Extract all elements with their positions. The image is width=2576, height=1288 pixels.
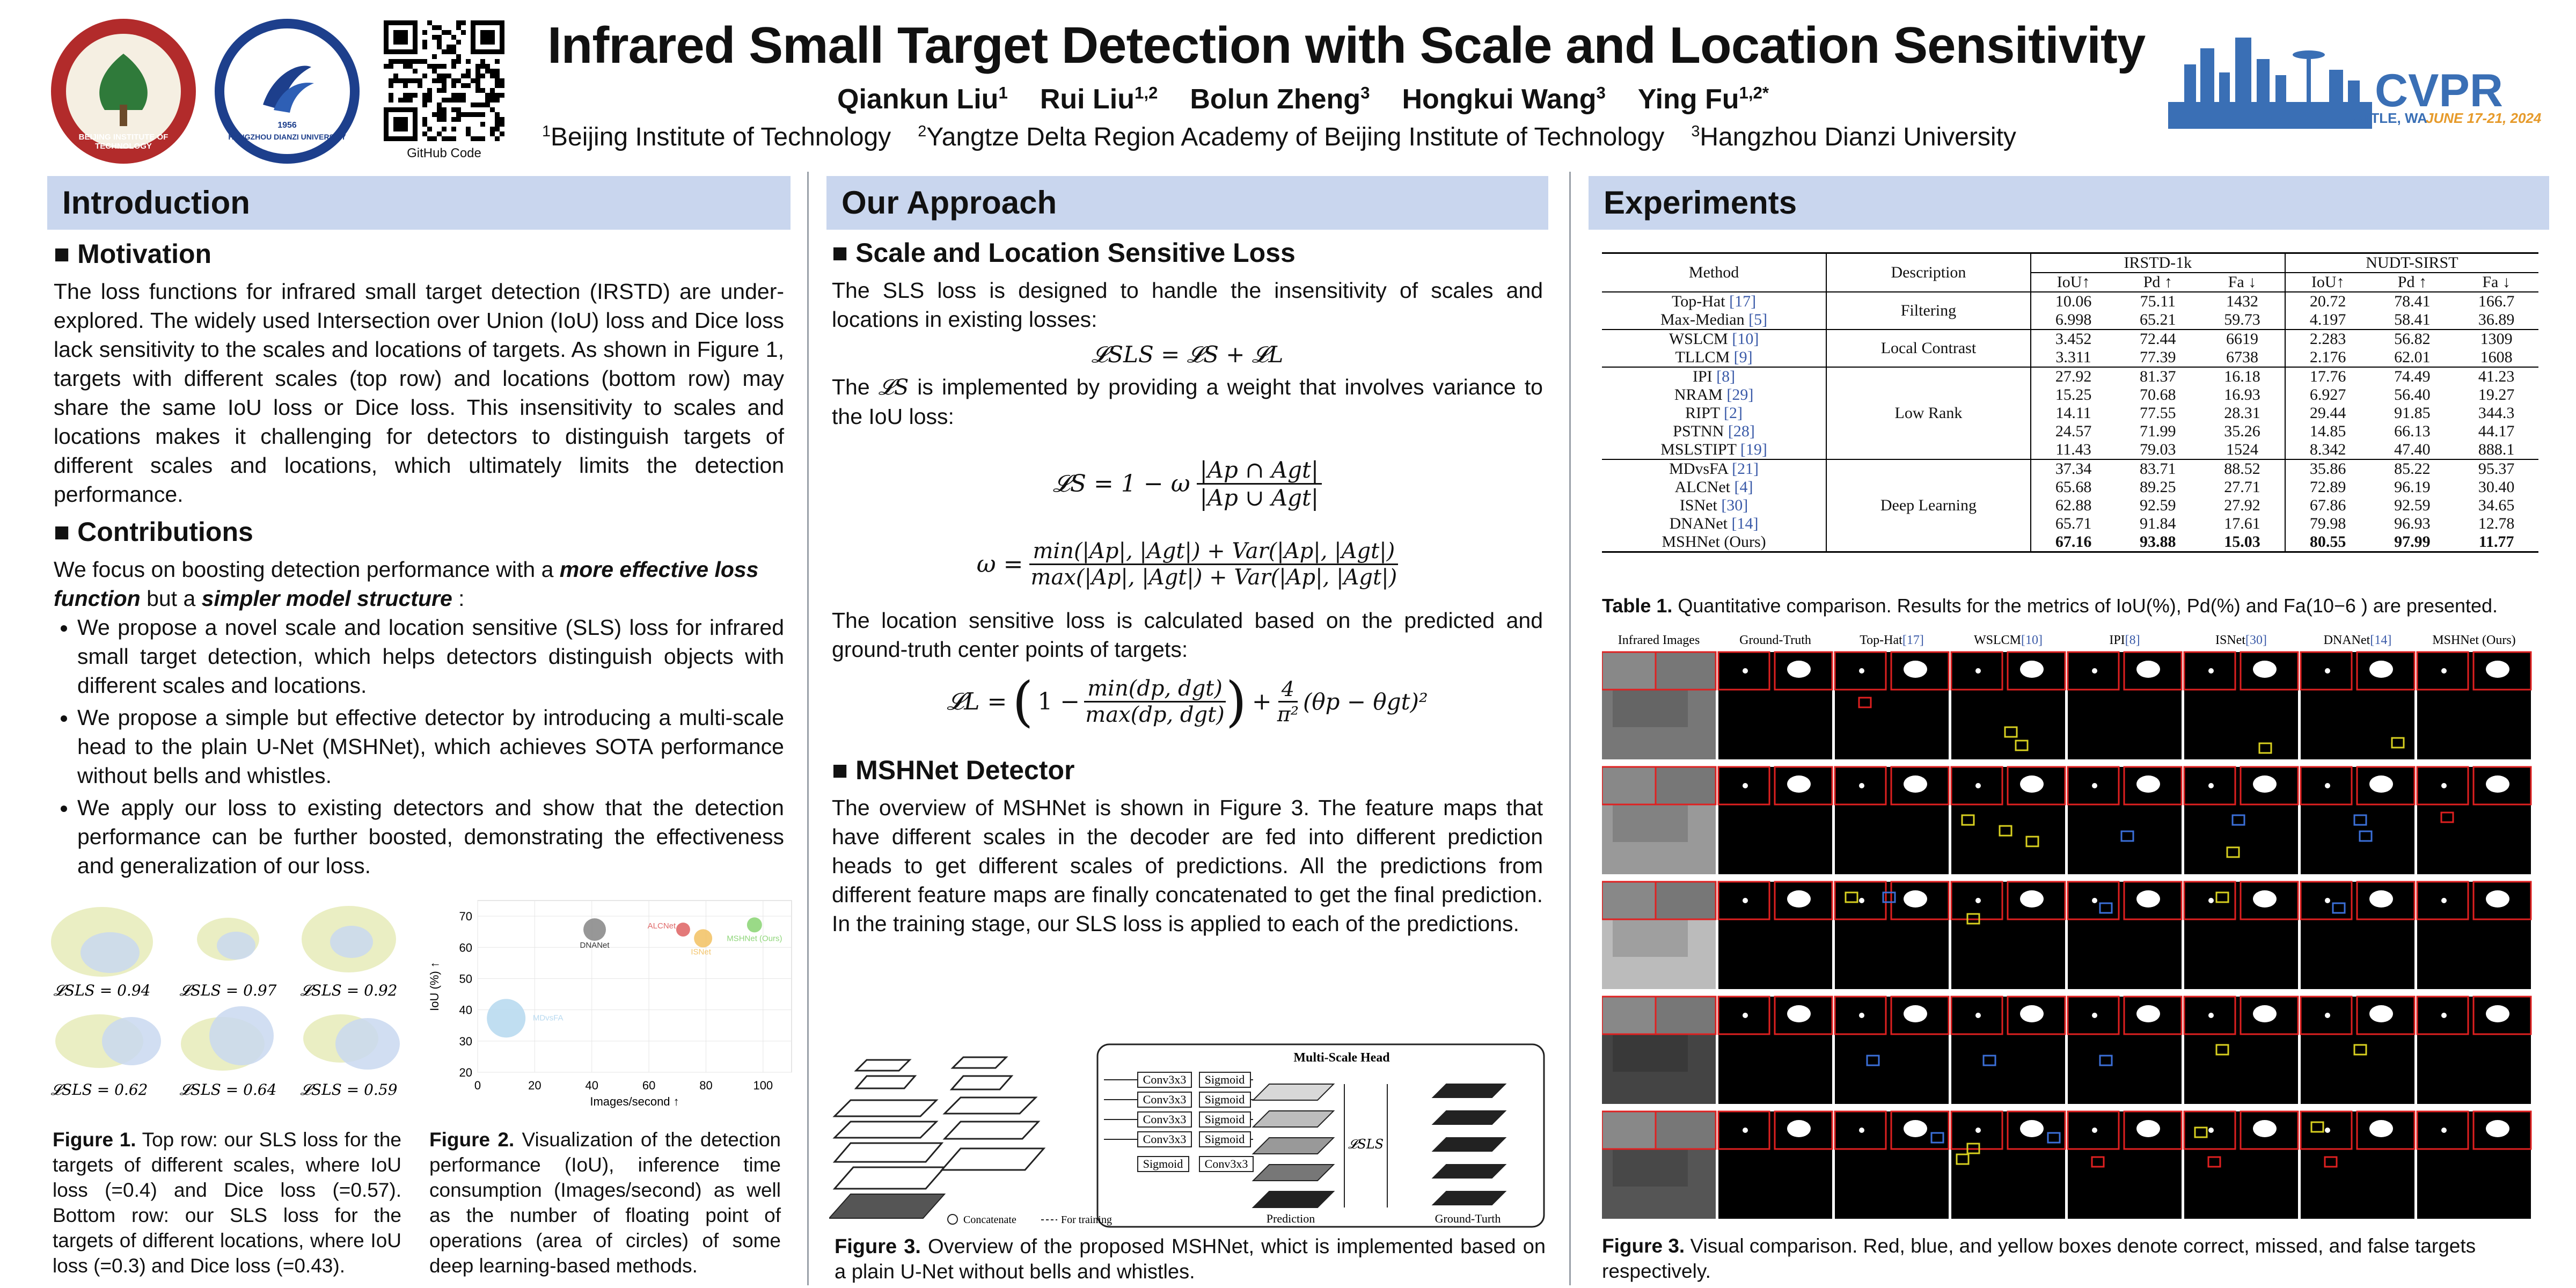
x-tick-label: 60 — [642, 1079, 656, 1092]
mshnet-text: The overview of MSHNet is shown in Figure 3. The feature maps that have different scales in the decoder are fed into different prediction heads to get different scales of predictions. All the predictions from different feature maps are finally concatenated to get the final prediction. In the training stage, our SLS loss is applied to each of the predictions. — [832, 795, 1543, 936]
y-tick-label: 30 — [459, 1034, 472, 1048]
method-cell: Max-Median [5] — [1602, 311, 1826, 330]
table-row — [1602, 330, 2538, 348]
equation-scale-loss: 𝓛S = 1 − ω |Ap ∩ Agt| |Ap ∪ Agt| — [832, 457, 1543, 511]
author-name: Ying $Fu^{1,2*}$ — [1637, 83, 1769, 115]
dataset-irstd-header: IRSTD-1k — [2031, 253, 2285, 273]
value-cell: 65.21 — [2140, 311, 2176, 328]
column-divider — [807, 172, 809, 1285]
value-cell: 72.89 — [2309, 478, 2346, 496]
author-list — [837, 83, 1801, 115]
method-cell: WSLCM [10] — [1602, 330, 1826, 348]
value-cell: 44.17 — [2478, 422, 2515, 440]
x-tick-label: 0 — [474, 1079, 481, 1092]
figure-visual-caption: Figure 3. Visual comparison. Red, blue, and yellow boxes denote correct, missed, and false targets respectively. — [1602, 1235, 2476, 1282]
value-cell: 56.82 — [2370, 330, 2455, 348]
equation-location-loss: 𝓛L = ( 1 − min(dp, dgt) max(dp, dgt) ) + $\frac{4}{\text{π²}}$ (θp − θgt)² — [947, 670, 1428, 733]
value-cell: 92.59 — [2140, 496, 2176, 514]
value-cell: 72.44 — [2116, 330, 2200, 348]
value-cell: 1432 — [2200, 292, 2285, 311]
concatenate-label: Concatenate — [963, 1214, 1016, 1226]
method-cell: Top-Hat [17] — [1602, 292, 1826, 311]
prediction-label: Prediction — [1266, 1212, 1315, 1225]
sls-loss-value: 𝓛SLS = 0.92 — [300, 982, 398, 999]
scatter-point — [694, 929, 712, 947]
figure-2-chart — [427, 895, 797, 1110]
contributions-list — [54, 613, 784, 880]
figure-2-caption: Figure 2. Visualization of the detection performance (IoU), inference time consumption (Images/second) as well as the number of floating point of operations (area of circles) of some deep learning-based methods. — [429, 1129, 781, 1277]
approach-column — [826, 176, 1548, 938]
method-cell: DNANet [14] — [1602, 515, 1826, 533]
conv-block-label: Conv3x3 — [1143, 1113, 1187, 1126]
ground-truth-label: Ground-Turth — [1435, 1212, 1501, 1225]
value-cell: 89.25 — [2140, 478, 2176, 496]
value-cell: 35.86 — [2285, 459, 2370, 478]
value-cell: 88.52 — [2200, 459, 2285, 478]
value-cell: 62.88 — [2055, 496, 2092, 514]
sls-loss-text: The SLS loss is designed to handle the insensitivity of scales and locations in existing losses: — [832, 278, 1543, 332]
metric-header: Fa ↓ — [2482, 273, 2511, 291]
method-cell: MSHNet (Ours) — [1602, 533, 1826, 552]
affiliation-list — [542, 122, 2043, 152]
value-cell: 19.27 — [2478, 386, 2515, 404]
sls-loss-value: 𝓛SLS = 0.64 — [179, 1081, 277, 1099]
contribution-item: • We apply our loss to existing detectors and show that the detection performance can be further boosted, demonstrating the effectiveness and generalization of our loss. — [77, 793, 784, 880]
scatter-point — [583, 918, 606, 941]
grid-column-label: IPI[8] — [2109, 633, 2140, 647]
description-cell: Low Rank — [1826, 367, 2031, 459]
method-cell: ISNet [30] — [1602, 496, 1826, 515]
value-cell: 20.72 — [2285, 292, 2370, 311]
value-cell: 17.61 — [2200, 515, 2285, 533]
value-cell: 66.13 — [2394, 422, 2431, 440]
value-cell: 10.06 — [2031, 292, 2116, 311]
value-cell: 6619 — [2200, 330, 2285, 348]
value-cell: 80.55 — [2309, 533, 2346, 551]
table-row — [1602, 367, 2538, 386]
results-table — [1602, 252, 2538, 553]
sls-loss-label: 𝓛SLS — [1348, 1137, 1384, 1152]
hdu-logo-year: 1956 — [277, 121, 297, 130]
value-cell: 65.68 — [2055, 478, 2092, 496]
figure-1 — [51, 902, 416, 1111]
motivation-text: The loss functions for infrared small target detection (IRSTD) are under-explored. The widely used Intersection over Union (IoU) loss and Dice loss lack sensitivity to the scales and locations of targets. As shown in Figure 1, targets with different scales (top row) and locations (bottom row) may share the same IoU loss or Dice loss. This insensitivity to scales and locations makes it challenging for detectors to distinguish targets of different scales and locations, which ultimately limits the detection performance. — [54, 279, 784, 507]
table-row — [1602, 292, 2538, 311]
metric-header: Pd ↑ — [2143, 273, 2172, 291]
table-row — [1602, 533, 2538, 552]
metric-header: Fa ↓ — [2200, 273, 2285, 292]
method-cell: MDvsFA [21] — [1602, 459, 1826, 478]
multi-scale-head-title: Multi-Scale Head — [1293, 1051, 1390, 1065]
value-cell: 6.998 — [2055, 311, 2092, 328]
value-cell: 11.43 — [2055, 441, 2091, 458]
x-tick-label: 100 — [753, 1079, 773, 1092]
contribution-item: • We propose a novel scale and location sensitive (SLS) loss for infrared small target detection, which helps detectors distinguish objects with different scales and locations. — [77, 613, 784, 700]
method-cell: ALCNet [4] — [1602, 478, 1826, 496]
conv-block-label: Conv3x3 — [1204, 1157, 1248, 1170]
method-cell: PSTNN [28] — [1602, 422, 1826, 441]
value-cell: 27.71 — [2200, 478, 2285, 496]
value-cell: 24.57 — [2055, 422, 2092, 440]
y-tick-label: 40 — [459, 1003, 472, 1017]
sigmoid-block-label: Sigmoid — [1143, 1157, 1183, 1170]
value-cell: 75.11 — [2116, 292, 2200, 311]
sigmoid-block-label: Sigmoid — [1204, 1132, 1245, 1146]
cvpr-date: JUNE 17-21, 2024 — [2426, 110, 2542, 126]
qr-caption: GitHub Code — [407, 146, 481, 160]
introduction-column — [47, 176, 791, 883]
author-name: Rui Liu$^{1,2}$ — [1040, 83, 1158, 115]
location-loss-text: The location sensitive loss is calculated based on the predicted and ground-truth center points of targets: — [832, 608, 1543, 662]
value-cell: 83.71 — [2116, 459, 2200, 478]
table-row — [1602, 422, 2538, 441]
value-cell: 77.55 — [2140, 404, 2176, 422]
sls-loss-value: 𝓛SLS = 0.97 — [179, 982, 277, 999]
value-cell: 79.98 — [2309, 515, 2346, 532]
training-label: For training — [1061, 1214, 1112, 1226]
point-label: ALCNet — [647, 921, 676, 931]
value-cell: 35.26 — [2200, 422, 2285, 441]
value-cell: 4.197 — [2309, 311, 2346, 328]
col-description-header: Description — [1826, 253, 2031, 292]
value-cell: 29.44 — [2309, 404, 2346, 422]
hdu-logo — [215, 19, 360, 164]
author-name: Bolun Zheng$^3$ — [1190, 83, 1370, 115]
table-row — [1602, 478, 2538, 496]
contribution-item: • We propose a simple but effective detector by introducing a multi-scale head to the plain U-Net (MSHNet), which achieves SOTA performance without bells and whistles. — [77, 703, 784, 790]
value-cell: 62.01 — [2394, 348, 2431, 366]
value-cell: 16.93 — [2200, 386, 2285, 404]
conv-block-label: Conv3x3 — [1143, 1093, 1187, 1106]
table-row — [1602, 515, 2538, 533]
value-cell: 81.37 — [2116, 367, 2200, 386]
value-cell: 30.40 — [2478, 478, 2515, 496]
sls-loss-value: 𝓛SLS = 0.62 — [51, 1081, 148, 1099]
value-cell: 27.92 — [2200, 496, 2285, 515]
scatter-point — [487, 999, 525, 1037]
description-cell: Local Contrast — [1826, 330, 2031, 367]
affiliation: $^1$Beijing Institute of Technology — [542, 123, 891, 151]
author-name: Hongkui Wang$^3$ — [1402, 83, 1606, 115]
value-cell: 14.85 — [2309, 422, 2346, 440]
value-cell: 71.99 — [2140, 422, 2176, 440]
poster-header — [0, 0, 2576, 166]
value-cell: 78.41 — [2370, 292, 2455, 311]
bit-logo — [51, 19, 196, 164]
value-cell: 27.92 — [2031, 367, 2116, 386]
method-cell: IPI [8] — [1602, 367, 1826, 386]
table-row — [1602, 459, 2538, 478]
value-cell: 41.23 — [2454, 367, 2538, 386]
value-cell: 6.927 — [2309, 386, 2346, 404]
table-row — [1602, 311, 2538, 330]
value-cell: 97.99 — [2394, 533, 2431, 551]
col-method-header: Method — [1602, 253, 1826, 292]
author-name: Qiankun Liu$^1$ — [837, 83, 1008, 115]
equation-sls: 𝓛SLS = 𝓛S + 𝓛L — [1091, 341, 1284, 368]
value-cell: 93.88 — [2140, 533, 2176, 551]
poster-title: Infrared Small Target Detection with Scale and Location Sensitivity — [547, 17, 2146, 74]
x-tick-label: 20 — [528, 1079, 541, 1092]
y-tick-label: 60 — [459, 941, 472, 955]
value-cell: 96.19 — [2394, 478, 2431, 496]
conv-block-label: Conv3x3 — [1143, 1073, 1187, 1086]
grid-column-label: Top-Hat[17] — [1860, 633, 1924, 647]
value-cell: 1524 — [2200, 441, 2285, 459]
qr-code[interactable] — [384, 20, 504, 141]
value-cell: 34.65 — [2478, 496, 2515, 514]
value-cell: 92.59 — [2394, 496, 2431, 514]
method-cell: TLLCM [9] — [1602, 348, 1826, 367]
x-tick-label: 40 — [585, 1079, 598, 1092]
value-cell: 16.18 — [2200, 367, 2285, 386]
experiments-column — [1589, 176, 2549, 230]
metric-header: Pd ↑ — [2397, 273, 2427, 291]
point-label: MSHNet (Ours) — [727, 934, 782, 943]
visual-comparison-grid — [1602, 633, 2536, 1229]
affiliation: $^3$Hangzhou Dianzi University — [1691, 123, 2016, 151]
cvpr-place: SEATTLE, WA — [2334, 110, 2427, 126]
sls-loss-heading: ■ Scale and Location Sensitive Loss — [832, 238, 1296, 268]
motivation-heading: ■ Motivation — [54, 239, 212, 269]
mshnet-heading: ■ MSHNet Detector — [832, 755, 1075, 785]
x-tick-label: 80 — [699, 1079, 713, 1092]
value-cell: 36.89 — [2478, 311, 2515, 328]
value-cell: 17.76 — [2285, 367, 2370, 386]
value-cell: 888.1 — [2478, 441, 2515, 458]
grid-column-label: Infrared Images — [1618, 633, 1700, 647]
y-tick-label: 20 — [459, 1066, 472, 1079]
value-cell: 12.78 — [2478, 515, 2515, 532]
value-cell: 65.71 — [2055, 515, 2092, 532]
grid-column-label: Ground-Truth — [1739, 633, 1811, 647]
figure-1-caption: Figure 1. Top row: our SLS loss for the targets of different scales, where IoU loss (=0.4) and Dice loss (=0.57). Bottom row: our SLS loss for the targets of different locations, where IoU loss (=0.3) and Dice loss (=0.43). — [53, 1129, 401, 1277]
value-cell: 1608 — [2480, 348, 2513, 366]
table-row — [1602, 496, 2538, 515]
value-cell: 96.93 — [2394, 515, 2431, 532]
value-cell: 8.342 — [2309, 441, 2346, 458]
value-cell: 6738 — [2200, 348, 2285, 367]
y-axis-label: IoU (%) ↑ — [428, 962, 441, 1011]
point-label: DNANet — [580, 941, 610, 950]
scale-loss-text: The 𝓛S is implemented by providing a weight that involves variance to the IoU loss: — [832, 375, 1543, 429]
value-cell: 1309 — [2454, 330, 2538, 348]
introduction-heading: Introduction — [47, 176, 791, 230]
approach-heading: Our Approach — [826, 176, 1548, 230]
metric-header: IoU↑ — [2311, 273, 2345, 291]
value-cell: 3.452 — [2031, 330, 2116, 348]
x-axis-label: Images/second ↑ — [590, 1095, 679, 1108]
value-cell: 15.03 — [2200, 533, 2285, 552]
sigmoid-block-label: Sigmoid — [1204, 1093, 1245, 1106]
value-cell: 344.3 — [2478, 404, 2515, 422]
point-label: MDvsFA — [532, 1013, 564, 1023]
experiments-heading: Experiments — [1589, 176, 2549, 230]
dataset-nudt-header: NUDT-SIRST — [2285, 253, 2538, 273]
conv-block-label: Conv3x3 — [1143, 1132, 1187, 1146]
y-tick-label: 50 — [459, 972, 472, 986]
affiliation: $^2$Yangtze Delta Region Academy of Beijing Institute of Technology — [918, 123, 1665, 151]
value-cell: 77.39 — [2140, 348, 2176, 366]
method-cell: MSLSTIPT [19] — [1602, 441, 1826, 459]
description-cell: Filtering — [1826, 292, 2031, 330]
grid-column-label: WSLCM[10] — [1974, 633, 2043, 647]
table-row — [1602, 348, 2538, 367]
value-cell: 70.68 — [2140, 386, 2176, 404]
hdu-logo-text: HANGZHOU DIANZI UNIVERSITY — [228, 133, 346, 141]
value-cell: 74.49 — [2370, 367, 2455, 386]
value-cell: 91.84 — [2140, 515, 2176, 532]
table-row — [1602, 404, 2538, 422]
bit-logo-text: BEIJING INSTITUTE OF TECHNOLOGY — [78, 133, 169, 151]
method-cell: NRAM [29] — [1602, 386, 1826, 404]
scatter-point — [747, 917, 762, 932]
value-cell: 67.86 — [2309, 496, 2346, 514]
table-1-caption: Table 1. Quantitative comparison. Results for the metrics of IoU(%), Pd(%) and Fa(10−6 ) are presented. — [1602, 595, 2498, 617]
method-cell: RIPT [2] — [1602, 404, 1826, 422]
table-row — [1602, 441, 2538, 459]
column-divider — [1569, 172, 1571, 1285]
sigmoid-block-label: Sigmoid — [1204, 1073, 1245, 1086]
value-cell: 2.176 — [2309, 348, 2346, 366]
contributions-heading: ■ Contributions — [54, 517, 253, 547]
figure-3-architecture — [829, 1041, 1546, 1232]
sls-loss-value: 𝓛SLS = 0.59 — [300, 1081, 398, 1099]
value-cell: 47.40 — [2394, 441, 2431, 458]
value-cell: 15.25 — [2055, 386, 2092, 404]
grid-column-label: ISNet[30] — [2215, 633, 2267, 647]
value-cell: 95.37 — [2454, 459, 2538, 478]
contributions-lead: We focus on boosting detection performance with a more effective loss function but a simpler model structure : — [54, 557, 759, 611]
value-cell: 91.85 — [2394, 404, 2431, 422]
scatter-point — [676, 923, 690, 936]
figure-3-caption: Figure 3. Overview of the proposed MSHNet, whict is implemented based on a plain U-Net without bells and whistles. — [835, 1235, 1546, 1283]
value-cell: 2.283 — [2285, 330, 2370, 348]
point-label: ISNet — [691, 947, 711, 957]
sls-loss-value: 𝓛SLS = 0.94 — [53, 982, 151, 999]
value-cell: 59.73 — [2200, 311, 2285, 330]
value-cell: 79.03 — [2140, 441, 2176, 458]
y-tick-label: 70 — [459, 910, 472, 924]
value-cell: 11.77 — [2478, 533, 2514, 551]
grid-column-label: DNANet[14] — [2323, 633, 2392, 647]
metric-header: IoU↑ — [2057, 273, 2090, 291]
sigmoid-block-label: Sigmoid — [1204, 1113, 1245, 1126]
description-cell: Deep Learning — [1826, 459, 2031, 552]
value-cell: 58.41 — [2394, 311, 2431, 328]
equation-omega: ω = min(|Ap|, |Agt|) + Var(|Ap|, |Agt|) max(|Ap|, |Agt|) + Var(|Ap|, |Agt|) — [832, 539, 1543, 590]
value-cell: 14.11 — [2055, 404, 2091, 422]
value-cell: 166.7 — [2454, 292, 2538, 311]
value-cell: 56.40 — [2394, 386, 2431, 404]
grid-column-label: MSHNet (Ours) — [2432, 633, 2516, 647]
cvpr-logo — [2168, 21, 2544, 129]
value-cell: 67.16 — [2055, 533, 2092, 551]
cvpr-wordmark: CVPR — [2375, 65, 2503, 116]
value-cell: 3.311 — [2055, 348, 2091, 366]
value-cell: 37.34 — [2031, 459, 2116, 478]
value-cell: 85.22 — [2370, 459, 2455, 478]
value-cell: 28.31 — [2200, 404, 2285, 422]
table-row — [1602, 386, 2538, 404]
